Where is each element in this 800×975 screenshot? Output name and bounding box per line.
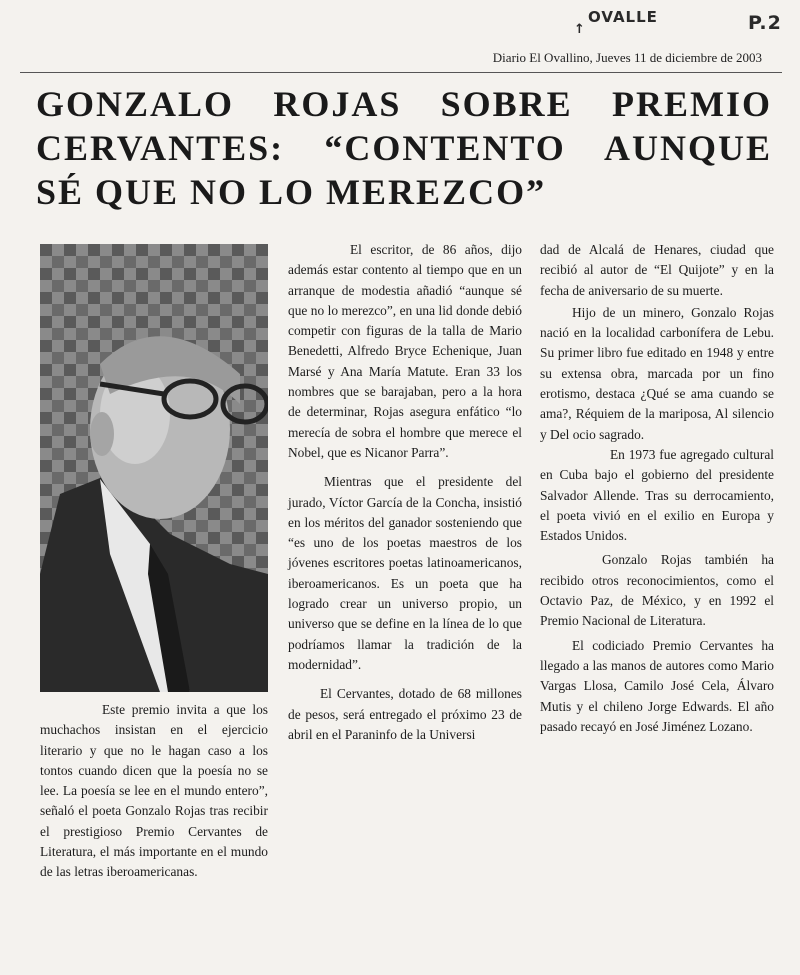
handwritten-source-note: OVALLE bbox=[588, 8, 658, 26]
paragraph: Este premio invita a que los muchachos insistan en el ejercicio literario y que no le hagan caso a los tontos cuando dicen que la poesía no se lee. La poesía se lee en el mundo entero”, señaló el poeta Gonzalo Rojas tras recibir el prestigioso Premio Cervantes de Literatura, el más importante en el mundo de las letras iberoamericanas. bbox=[40, 702, 268, 880]
paragraph: Mientras que el presidente del jurado, Víctor García de la Concha, insistió en los méritos del ganador sosteniendo que “es uno de los poetas maestros de los jóvenes escritores poetas latinoamericanos, iberoamericanos. Es un poeta que ha logrado crear un universo propio, un universo que se define en la línea de lo que podríamos llamar la tradición de la modernidad”. bbox=[288, 474, 522, 672]
paragraph: Gonzalo Rojas también ha recibido otros reconocimientos, como el Octavio Paz, de México, y en 1992 el Premio Nacional de Literatura. bbox=[540, 552, 774, 629]
article-column-1 bbox=[40, 700, 268, 883]
header-rule bbox=[20, 72, 782, 73]
handwritten-page-number: P.2 bbox=[748, 12, 782, 34]
paragraph-continuation: dad de Alcalá de Henares, ciudad que recibió al autor de “El Quijote” y en la fecha de aniversario de su muerte. bbox=[540, 242, 774, 298]
portrait-photo bbox=[40, 244, 268, 692]
paragraph: Hijo de un minero, Gonzalo Rojas nació en la localidad carbonífera de Lebu. Su primer libro fue editado en 1948 y entre su extensa obra, marcada por un fino erotismo, destaca ¿Qué se ama cuando se ama?, Réquiem de la mariposa, Al silencio y Del ocio sagrado. bbox=[540, 304, 774, 442]
handwritten-arrow-icon: ↑ bbox=[574, 22, 586, 37]
article-column-3 bbox=[540, 240, 774, 737]
article-headline: GONZALO ROJAS SOBRE PREMIO CERVANTES: “CONTENTO AUNQUE SÉ QUE NO LO MEREZCO” bbox=[36, 84, 772, 212]
paragraph: El escritor, de 86 años, dijo además estar contento al tiempo que en un arranque de modestia añadió “aunque sé que no lo merezco”, en una lid donde debió competir con figuras de la talla de Mario Benedetti, Alfredo Bryce Echenique, Juan Marsé y Ana María Matute. Eran 33 los nombres que se barajaban, pero a la hora de determinar, Rojas asegura enfático “lo merecía de sobra el hombre que merece el Nobel, que es Nicanor Parra”. bbox=[288, 242, 522, 460]
paragraph: En 1973 fue agregado cultural en Cuba bajo el gobierno del presidente Salvador Allende. Tras su derrocamiento, el poeta vivió en el exilio en Europa y Estados Unidos. bbox=[540, 446, 774, 544]
portrait-illustration bbox=[40, 244, 268, 692]
paragraph: El codiciado Premio Cervantes ha llegado a las manos de autores como Mario Vargas Llosa, Camilo José Cela, Álvaro Mutis y el chileno Jorge Edwards. El año pasado recayó en José Jiménez Lozano. bbox=[540, 637, 774, 734]
paragraph: El Cervantes, dotado de 68 millones de pesos, será entregado el próximo 23 de abril en el Paraninfo de la Universi bbox=[288, 686, 522, 742]
dateline: Diario El Ovallino, Jueves 11 de diciembre de 2003 bbox=[492, 50, 762, 65]
article-column-2 bbox=[288, 240, 522, 745]
